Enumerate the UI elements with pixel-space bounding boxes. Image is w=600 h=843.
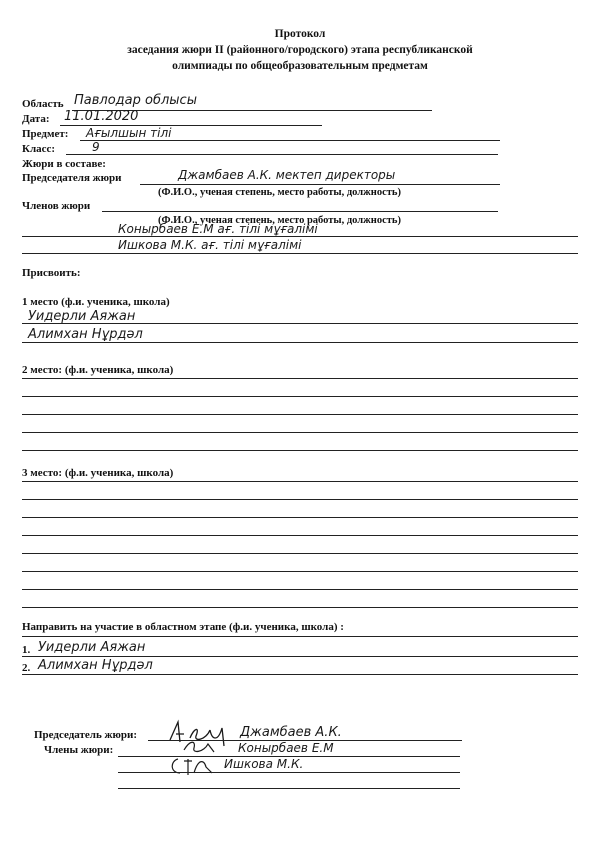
- title-line-2: заседания жюри II (районного/городского) этапа республиканской: [127, 44, 473, 56]
- class-value: 9: [92, 140, 100, 154]
- place1-entry-2: Алимхан Нұрдәл: [28, 327, 143, 342]
- subject-line: [80, 140, 500, 141]
- award-label: Присвоить:: [22, 267, 81, 279]
- members-row-line-2: [22, 253, 578, 254]
- chair-value: Джамбаев А.К. мектеп директоры: [178, 168, 396, 182]
- signature-member1-name: Конырбаев Е.М: [238, 741, 334, 755]
- oblast-value: Павлодар облысы: [74, 93, 197, 108]
- members-label: Членов жюри: [22, 200, 91, 212]
- title-line-3: олимпиады по общеобразовательным предметам: [172, 60, 428, 72]
- class-line: [66, 154, 498, 155]
- place3-line-6: [22, 571, 578, 572]
- subject-label: Предмет:: [22, 128, 69, 140]
- signature-members-label: Члены жюри:: [44, 744, 114, 756]
- place1-line-2: [22, 342, 578, 343]
- place3-line-2: [22, 499, 578, 500]
- members-row-line-1: [22, 236, 578, 237]
- member-entry-2: Ишкова М.К. ағ. тілі мұғалімі: [118, 238, 302, 252]
- jury-composition-label: Жюри в составе:: [22, 158, 106, 170]
- signature-member2-line: [118, 772, 460, 773]
- chair-line: [140, 184, 500, 185]
- regional-entry-1: Уидерли Аяжан: [38, 640, 146, 655]
- place2-line-2: [22, 396, 578, 397]
- regional-label: Направить на участие в областном этапе (ф.и. ученика, школа) :: [22, 621, 344, 633]
- place2-line-4: [22, 432, 578, 433]
- member2-signature-mark: [168, 755, 218, 777]
- oblast-label: Область: [22, 98, 64, 110]
- place3-line-1: [22, 481, 578, 482]
- place1-entry-1: Уидерли Аяжан: [28, 309, 136, 324]
- place2-line-1: [22, 378, 578, 379]
- member1-signature-mark: [180, 738, 220, 756]
- signature-chair-label: Председатель жюри:: [34, 729, 138, 741]
- title-line-1: Протокол: [274, 28, 326, 40]
- chair-note: (Ф.И.О., ученая степень, место работы, должность): [158, 187, 401, 198]
- subject-value: Ағылшын тілі: [86, 126, 172, 140]
- place3-line-5: [22, 553, 578, 554]
- date-value: 11.01.2020: [64, 109, 139, 124]
- regional-number-1: 1.: [22, 644, 31, 656]
- place3-line-4: [22, 535, 578, 536]
- place3-line-7: [22, 589, 578, 590]
- regional-line-2: [22, 674, 578, 675]
- regional-line-1: [22, 656, 578, 657]
- document-title: [0, 26, 600, 74]
- place2-line-3: [22, 414, 578, 415]
- class-label: Класс:: [22, 143, 56, 155]
- regional-number-2: 2.: [22, 662, 31, 674]
- place3-line-3: [22, 517, 578, 518]
- regional-top-line: [22, 636, 578, 637]
- place1-label: 1 место (ф.и. ученика, школа): [22, 296, 170, 308]
- member-entry-1: Конырбаев Е.М ағ. тілі мұғалімі: [118, 222, 318, 236]
- signature-chair-name: Джамбаев А.К.: [240, 725, 342, 740]
- chair-label: Председателя жюри: [22, 172, 122, 184]
- members-note: (Ф.И.О., ученая степень, место работы, должность): [158, 215, 401, 226]
- signature-member2-name: Ишкова М.К.: [224, 757, 304, 771]
- regional-entry-2: Алимхан Нұрдәл: [38, 658, 153, 673]
- members-line: [102, 211, 498, 212]
- place2-line-5: [22, 450, 578, 451]
- signature-member3-line: [118, 788, 460, 789]
- place2-label: 2 место: (ф.и. ученика, школа): [22, 364, 174, 376]
- date-label: Дата:: [22, 113, 50, 125]
- place3-line-8: [22, 607, 578, 608]
- place3-label: 3 место: (ф.и. ученика, школа): [22, 467, 174, 479]
- place1-line-1: [22, 323, 578, 324]
